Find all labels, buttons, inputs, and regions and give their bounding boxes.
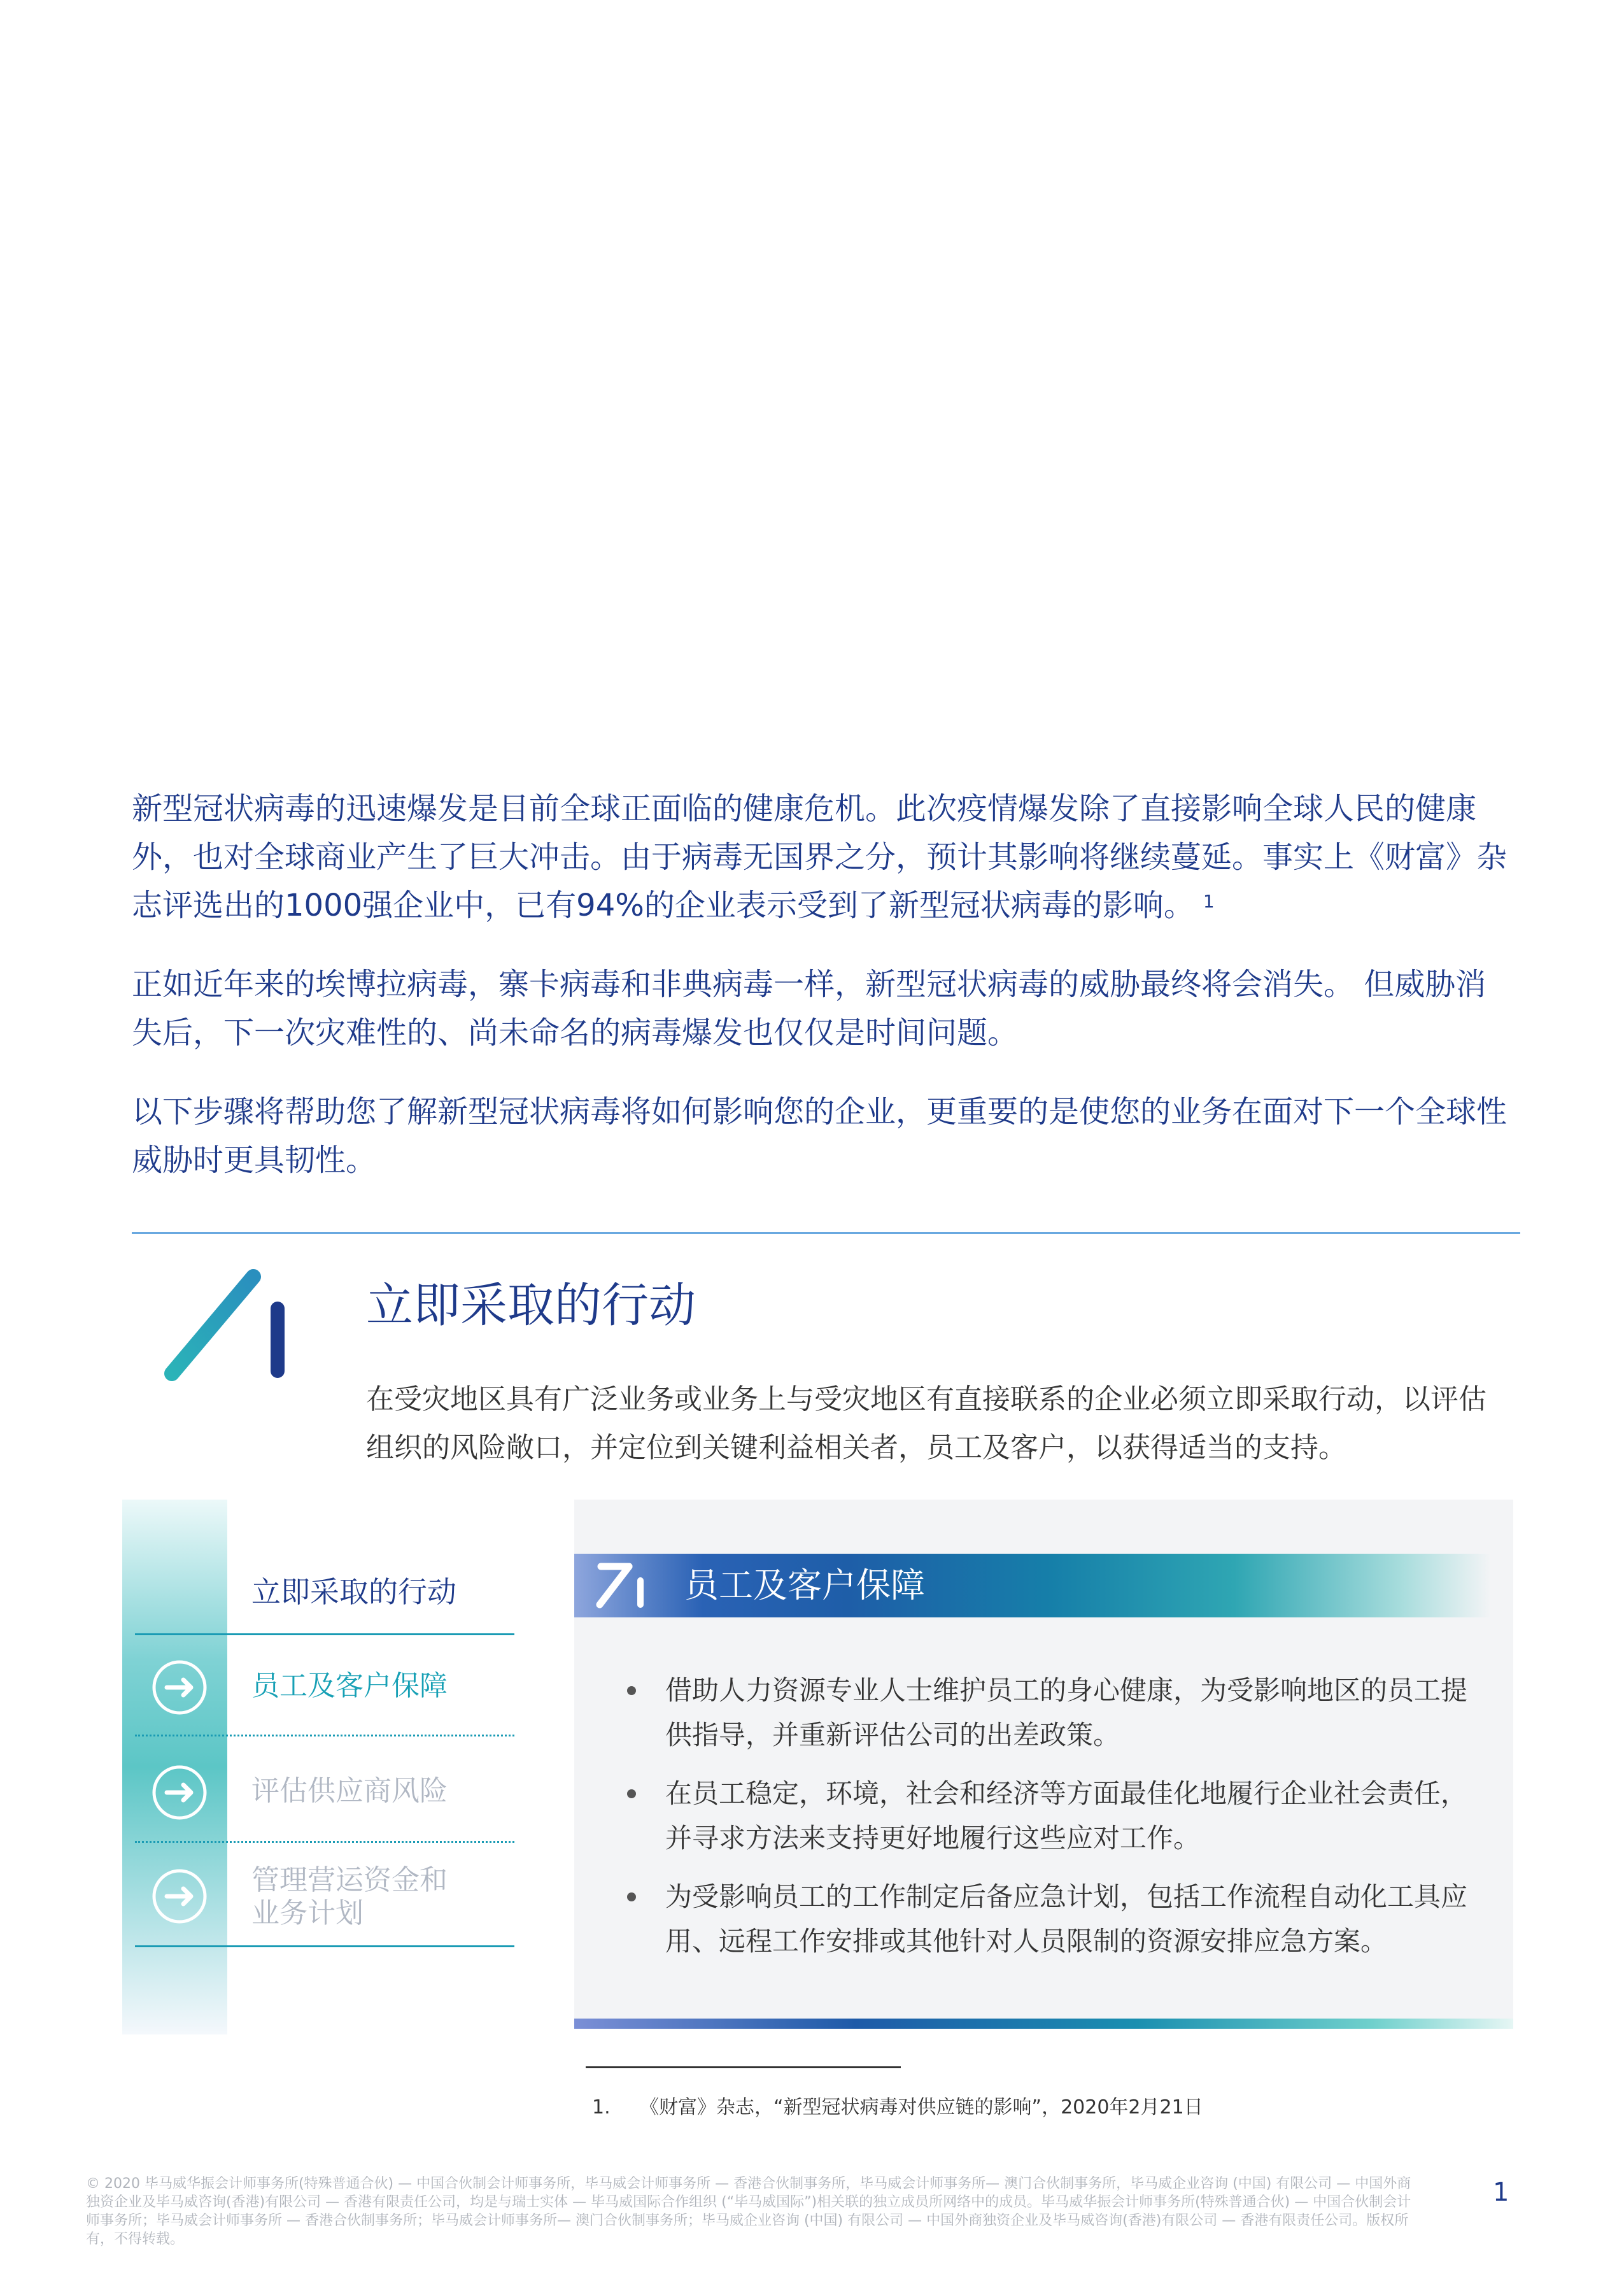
page-number: 1: [1493, 2178, 1509, 2207]
section-divider: [132, 1232, 1520, 1234]
footnote-text: 《财富》杂志，“新型冠状病毒对供应链的影响”，2020年2月21日: [640, 2096, 1203, 2119]
legal-disclaimer: © 2020 毕马威华振会计师事务所(特殊普通合伙) — 中国合伙制会计师事务所，毕马威会计师事务所 — 香港合伙制事务所，毕马威会计师事务所— 澳门合伙制事务所，毕马威企业咨询 (中国) 有限公司 — 中国外商独资企业及毕马威咨询(香港)有限公司 — 香港有限责任公司，均是与瑞士实体 — 毕马威国际合作组织 (“毕马威国际”)相关联的独立成员所网络中的成员。毕马威华振会计师事务所(特殊普通合伙) — 中国合伙制会计师事务所；毕马威会计师事务所 — 香港合伙制事务所；毕马威会计师事务所— 澳门合伙制事务所；毕马威企业咨询 (中国) 有限公司 — 中国外商独资企业及毕马威咨询(香港)有限公司 — 香港有限责任公司。版权所有，不得转载。: [86, 2176, 1411, 2247]
section-title: 立即采取的行动: [366, 1278, 696, 1333]
arrow-logo-icon: [592, 1559, 649, 1612]
bullet-item: 借助人力资源专业人士维护员工的身心健康，为受影响地区的员工提供指导，并重新评估公司的出差政策。: [665, 1675, 1468, 1750]
bullet-dot: [627, 1789, 636, 1798]
intro-paragraph-1-text: 新型冠状病毒的迅速爆发是目前全球正面临的健康危机。此次疫情爆发除了直接影响全球人民的健康外，也对全球商业产生了巨大冲击。由于病毒无国界之分，预计其影响将继续蔓延。事实上《财富》杂志评选出的1000强企业中，已有94%的企业表示受到了新型冠状病毒的影响。: [132, 791, 1507, 923]
bullet-item: 为受影响员工的工作制定后备应急计划，包括工作流程自动化工具应用、远程工作安排或其他针对人员限制的资源安排应急方案。: [665, 1881, 1468, 1957]
nav-divider: [135, 1735, 514, 1736]
nav-divider: [135, 1841, 514, 1843]
arrow-circle-icon: [148, 1656, 211, 1719]
section-body: 在受灾地区具有广泛业务或业务上与受灾地区有直接联系的企业必须立即采取行动，以评估组织的风险敞口，并定位到关键利益相关者，员工及客户，以获得适当的支持。: [366, 1383, 1486, 1464]
nav-item-label: 管理营运资金和: [251, 1864, 448, 1896]
footnote-reference[interactable]: 1: [1203, 891, 1215, 912]
nav-item-label: 业务计划: [251, 1897, 364, 1929]
intro-paragraph-3: 以下步骤将帮助您了解新型冠状病毒将如何影响您的企业，更重要的是使您的业务在面对下一个全球性威胁时更具韧性。: [132, 1094, 1507, 1178]
intro-paragraph-1: [132, 785, 1507, 930]
intro-paragraph-2: 正如近年来的埃博拉病毒，寨卡病毒和非典病毒一样，新型冠状病毒的威胁最终将会消失。 但威胁消失后，下一次灾难性的、尚未命名的病毒爆发也仅仅是时间问题。: [132, 967, 1486, 1051]
nav-item-label: 评估供应商风险: [251, 1775, 448, 1807]
footnote-divider: [586, 2066, 901, 2068]
panel-bottom-bar: [574, 2019, 1513, 2029]
nav-divider: [135, 1633, 514, 1635]
nav-heading[interactable]: 立即采取的行动: [251, 1575, 456, 1609]
bullet-dot: [627, 1892, 636, 1901]
arrow-circle-icon: [148, 1761, 211, 1824]
bullet-item: 在员工稳定，环境，社会和经济等方面最佳化地履行企业社会责任，并寻求方法来支持更好地履行这些应对工作。: [665, 1778, 1468, 1854]
arrow-circle-icon: [148, 1864, 211, 1928]
bullet-dot: [627, 1686, 636, 1695]
nav-divider: [135, 1945, 514, 1947]
footnote-number: 1.: [592, 2096, 611, 2119]
nav-item-label: 员工及客户保障: [251, 1670, 448, 1702]
arrow-logo-icon: [159, 1264, 299, 1391]
panel-title: 员工及客户保障: [684, 1565, 925, 1605]
